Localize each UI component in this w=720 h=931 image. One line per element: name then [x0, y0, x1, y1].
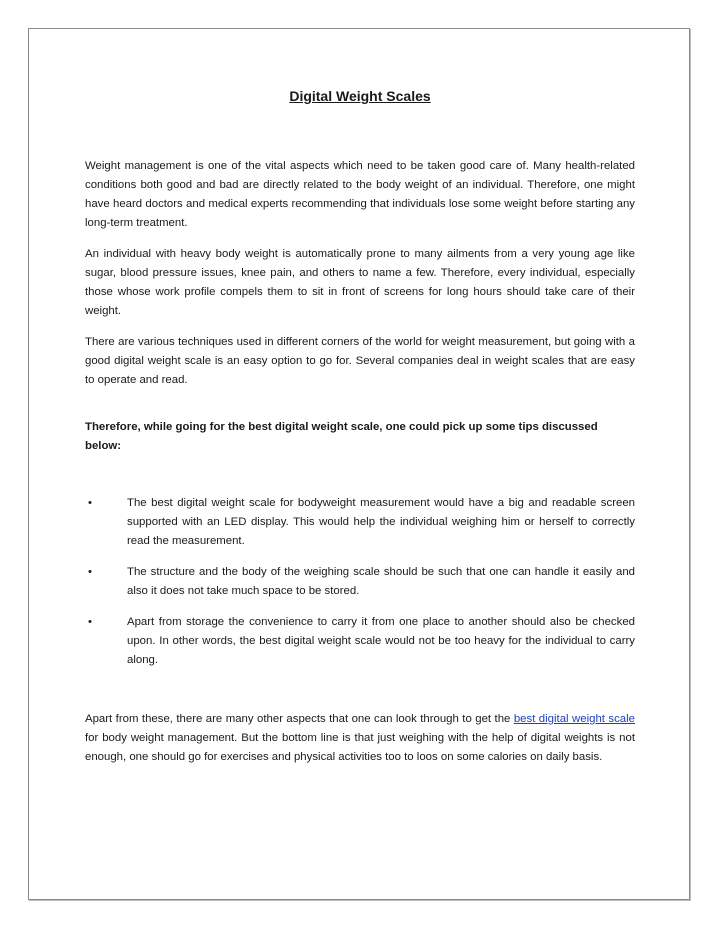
- list-item-text: Apart from storage the convenience to carry it from one place to another should also be checked upon. In other words, the best digital weight scale would not be too heavy for the individual to carry along.: [127, 616, 635, 666]
- document-title: Digital Weight Scales: [289, 88, 431, 104]
- list-item: [85, 494, 635, 551]
- closing-text-before-link: Apart from these, there are many other aspects that one can look through to get the: [85, 713, 514, 725]
- closing-text-after-link: for body weight management. But the bottom line is that just weighing with the help of digital weights is not enough, one should go for exercises and physical activities too to loos on some calories on daily basis.: [85, 732, 635, 763]
- bullet-icon: •: [88, 616, 92, 628]
- list-item: [85, 563, 635, 601]
- tips-lead-paragraph: Therefore, while going for the best digital weight scale, one could pick up some tips discussed below:: [85, 421, 598, 452]
- bullet-icon: •: [88, 497, 92, 509]
- list-item-text: The structure and the body of the weighing scale should be such that one can handle it easily and also it does not take much space to be stored.: [127, 566, 635, 597]
- best-digital-weight-scale-link[interactable]: best digital weight scale: [513, 713, 635, 725]
- health-risks-paragraph: An individual with heavy body weight is automatically prone to many ailments from a very young age like sugar, blood pressure issues, knee pain, and others to name a few. Therefore, every individual, especially those whose work profile compels them to sit in front of screens for long hours should take care of their weight.: [85, 248, 635, 317]
- tips-list: [85, 494, 635, 670]
- techniques-paragraph: There are various techniques used in different corners of the world for weight measurement, but going with a good digital weight scale is an easy option to go for. Several companies deal in weight scales that are easy to operate and read.: [85, 336, 635, 386]
- closing-paragraph: [85, 710, 635, 767]
- list-item-text: The best digital weight scale for bodyweight measurement would have a big and readable screen supported with an LED display. This would help the individual weighing him or herself to correctly read the measurement.: [127, 497, 635, 547]
- document-body: [85, 80, 635, 779]
- list-item: [85, 613, 635, 670]
- intro-paragraph: Weight management is one of the vital aspects which need to be taken good care of. Many health-related conditions both good and bad are directly related to the body weight of an individual. Therefore, one might have heard doctors and medical experts recommending that individuals lose some weight before starting any long-term treatment.: [85, 160, 635, 229]
- bullet-icon: •: [88, 566, 92, 578]
